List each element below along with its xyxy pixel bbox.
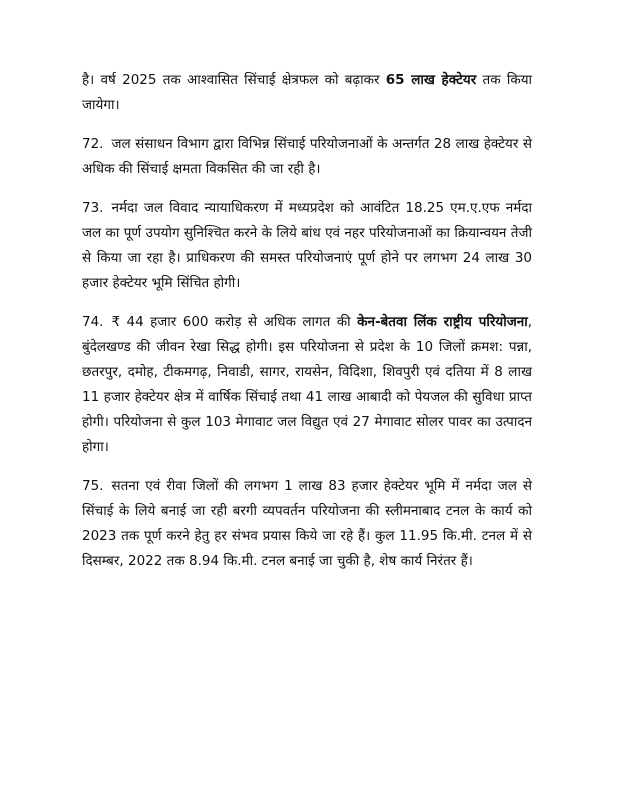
paragraph-text: , बुंदेलखण्ड की जीवन रेखा सिद्ध होगी। इस परियोजना से प्रदेश के 10 जिलों क्रमश: पन्ना, छतरपुर, दमोह, टीकमगढ़, निवाडी, सागर, रायसेन, विदिशा, शिवपुरी एवं दतिया में 8 लाख 11 हजार हेक्टेयर क्षेत्र में वार्षिक सिंचाई तथा 41 लाख आबादी को पेयजल की सुविधा प्राप्त होगी। परियोजना से कुल 103 मेगावाट जल विद्युत एवं 27 मेगावाट सोलर पावर का उत्पादन होगा।	[82, 314, 533, 455]
paragraph-73	[82, 196, 532, 296]
paragraph-number: 74.	[82, 314, 104, 330]
paragraph-text: सतना एवं रीवा जिलों की लगभग 1 लाख 83 हजार हेक्टेयर भूमि में नर्मदा जल से सिंचाई के लिये बनाई जा रही बरगी व्यपवर्तन परियोजना की स्लीमनाबाद टनल के कार्य को 2023 तक पूर्ण करने हेतु हर संभव प्रयास किये जा रहे हैं। कुल 11.95 कि.मी. टनल में से दिसम्बर, 2022 तक 8.94 कि.मी. टनल बनाई जा चुकी है, शेष कार्य निरंतर हैं।	[82, 478, 532, 569]
paragraph-text: ₹ 44 हजार 600 करोड़ से अधिक लागत की	[111, 314, 358, 330]
paragraph-number: 73.	[82, 200, 104, 216]
document-page	[82, 68, 532, 588]
paragraph-75	[82, 474, 532, 574]
paragraph-text: जल संसाधन विभाग द्वारा विभिन्न सिंचाई परियोजनाओं के अन्तर्गत 28 लाख हेक्टेयर से अधिक की सिंचाई क्षमता विकसित की जा रही है।	[82, 136, 532, 177]
paragraph-text: है। वर्ष 2025 तक आश्वासित सिंचाई क्षेत्रफल को बढ़ाकर	[82, 72, 386, 88]
bold-text: केन-बेतवा लिंक राष्ट्रीय परियोजना	[357, 314, 528, 330]
paragraph-number: 72.	[82, 136, 104, 152]
paragraph-continuation	[82, 68, 532, 118]
paragraph-number: 75.	[82, 478, 104, 494]
paragraph-72	[82, 132, 532, 182]
paragraph-text: तक किया जायेगा।	[82, 72, 533, 113]
bold-text: 65 लाख हेक्टेयर	[385, 72, 477, 88]
paragraph-74	[82, 310, 532, 460]
paragraph-text: नर्मदा जल विवाद न्यायाधिकरण में मध्यप्रदेश को आवंटित 18.25 एम.ए.एफ नर्मदा जल का पूर्ण उपयोग सुनिश्चित करने के लिये बांध एवं नहर परियोजनाओं का क्रियान्वयन तेजी से किया जा रहा है। प्राधिकरण की समस्त परियोजनाएं पूर्ण होने पर लगभग 24 लाख 30 हजार हेक्टेयर भूमि सिंचित होगी।	[82, 200, 532, 291]
